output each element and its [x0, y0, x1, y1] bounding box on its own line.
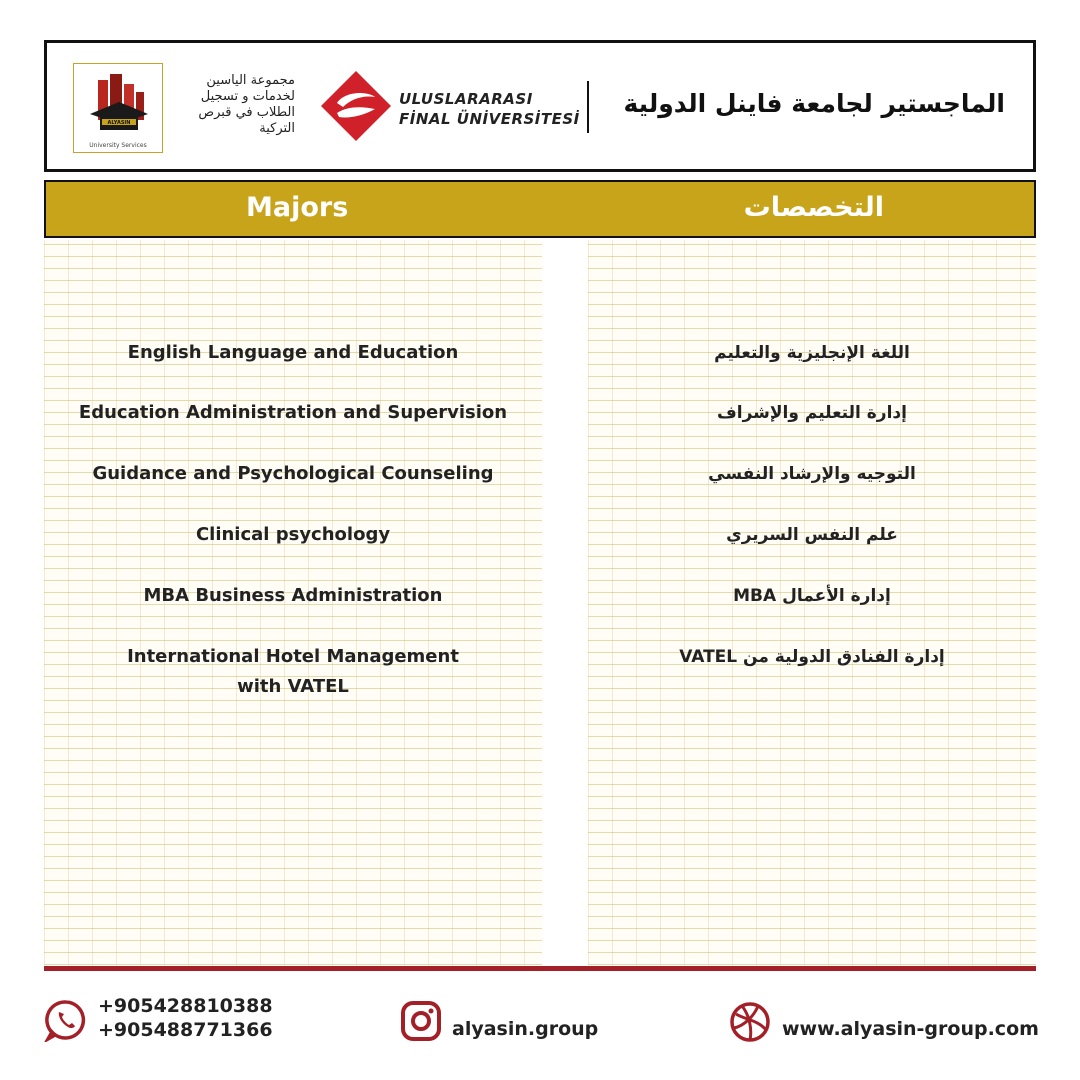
page-title: الماجستير لجامعة فاينل الدولية — [623, 89, 1005, 118]
footer-divider — [44, 966, 1036, 971]
list-item: English Language and Education — [127, 342, 459, 363]
globe-icon[interactable] — [728, 1000, 772, 1044]
header — [44, 40, 1036, 172]
list-item: إدارة الفنادق الدولية من VATEL — [679, 647, 945, 667]
list-item: International Hotel Management — [127, 646, 459, 667]
group-line: الطلاب في قبرص — [198, 105, 295, 120]
website-link[interactable]: www.alyasin-group.com — [782, 1018, 1039, 1040]
contact-phones — [98, 994, 273, 1042]
list-item: التوجيه والإرشاد النفسي — [708, 464, 916, 484]
majors-column-en — [44, 240, 542, 965]
phone-number[interactable]: +905428810388 — [98, 995, 273, 1017]
logo-badge: ALYASIN — [107, 120, 131, 126]
university-logo-icon — [319, 69, 393, 143]
list-item: Clinical psychology — [195, 524, 391, 545]
alyasin-logo — [73, 63, 163, 153]
university-name-line: FİNAL ÜNİVERSİTESİ — [399, 110, 580, 128]
column-header-bar — [44, 180, 1036, 238]
group-line: التركية — [259, 121, 295, 136]
whatsapp-icon[interactable] — [44, 998, 88, 1042]
university-name — [399, 89, 580, 129]
group-line: مجموعة الياسين — [206, 73, 295, 88]
header-divider — [587, 81, 589, 133]
group-text — [175, 73, 295, 137]
list-item: اللغة الإنجليزية والتعليم — [714, 343, 910, 363]
majors-column-ar — [588, 240, 1036, 965]
building-logo-icon — [84, 70, 154, 140]
list-item: with VATEL — [237, 676, 349, 697]
list-item: Education Administration and Supervision — [78, 402, 508, 423]
list-item: Guidance and Psychological Counseling — [92, 463, 494, 484]
list-item: إدارة الأعمال MBA — [733, 586, 891, 606]
list-item: MBA Business Administration — [143, 585, 443, 606]
instagram-handle[interactable]: alyasin.group — [452, 1018, 599, 1040]
specializations-heading: التخصصات — [743, 192, 884, 223]
phone-number[interactable]: +905488771366 — [98, 1019, 273, 1041]
list-item: إدارة التعليم والإشراف — [717, 403, 907, 423]
logo-tagline: University Services — [89, 142, 147, 149]
university-name-line: ULUSLARARASI — [399, 90, 533, 108]
group-line: لخدمات و تسجيل — [200, 89, 295, 104]
list-item: علم النفس السريري — [726, 525, 898, 545]
majors-heading: Majors — [246, 192, 349, 223]
instagram-icon[interactable] — [400, 1000, 442, 1042]
